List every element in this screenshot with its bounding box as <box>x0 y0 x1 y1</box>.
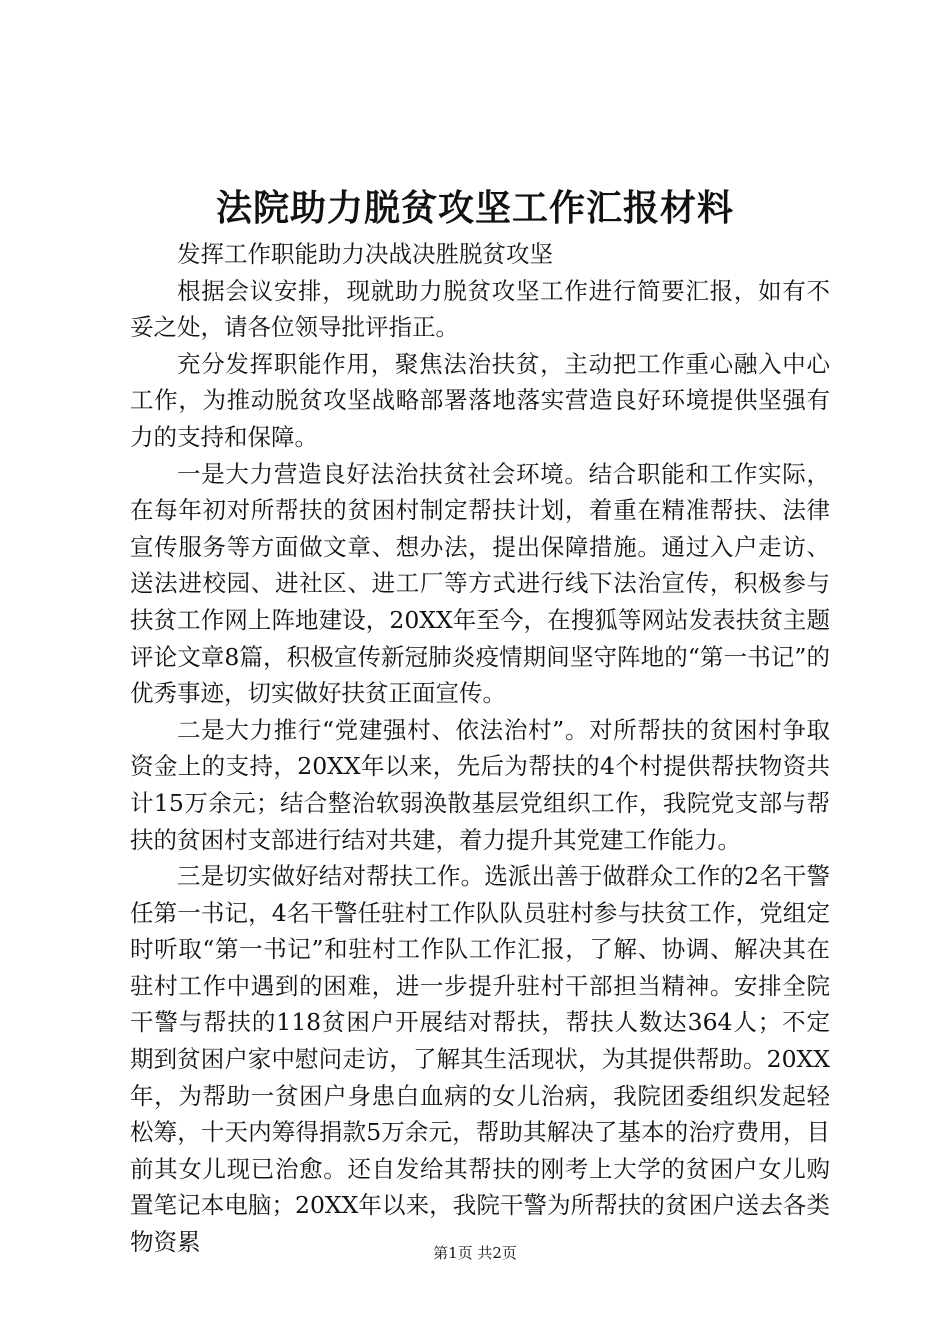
point-three-paragraph: 三是切实做好结对帮扶工作。选派出善于做群众工作的2名干警任第一书记，4名干警任驻村工作队队员驻村参与扶贫工作，党组定时听取“第一书记”和驻村工作队工作汇报，了解、协调、解决其在驻村工作中遇到的困难，进一步提升驻村干部担当精神。安排全院干警与帮扶的118贫困户开展结对帮扶，帮扶人数达364人；不定期到贫困户家中慰问走访，了解其生活现状，为其提供帮助。20XX年，为帮助一贫困户身患白血病的女儿治病，我院团委组织发起轻松筹，十天内筹得捐款5万余元，帮助其解决了基本的治疗费用，目前其女儿现已治愈。还自发给其帮扶的刚考上大学的贫困户女儿购置笔记本电脑；20XX年以来，我院干警为所帮扶的贫困户送去各类物资累 <box>130 862 830 1257</box>
page-number-footer: 第1页 共2页 <box>433 1244 517 1262</box>
document-title: 法院助力脱贫攻坚工作汇报材料 <box>215 187 734 229</box>
subtitle-paragraph: 发挥工作职能助力决战决胜脱贫攻坚 <box>177 240 553 268</box>
point-two-paragraph: 二是大力推行“党建强村、依法治村”。对所帮扶的贫困村争取资金上的支持，20XX年以来，先后为帮扶的4个村提供帮扶物资共计15万余元；结合整治软弱涣散基层党组织工作，我院党支部与帮扶的贫困村支部进行结对共建，着力提升其党建工作能力。 <box>130 715 830 854</box>
overview-paragraph: 充分发挥职能作用，聚焦法治扶贫，主动把工作重心融入中心工作，为推动脱贫攻坚战略部署落地落实营造良好环境提供坚强有力的支持和保障。 <box>130 349 830 451</box>
intro-paragraph: 根据会议安排，现就助力脱贫攻坚工作进行简要汇报，如有不妥之处，请各位领导批评指正。 <box>130 276 830 342</box>
document-body <box>130 236 830 1261</box>
point-one-paragraph: 一是大力营造良好法治扶贫社会环境。结合职能和工作实际，在每年初对所帮扶的贫困村制定帮扶计划，着重在精准帮扶、法律宣传服务等方面做文章、想办法，提出保障措施。通过入户走访、送法进校园、进社区、进工厂等方式进行线下法治宣传，积极参与扶贫工作网上阵地建设，20XX年至今，在搜狐等网站发表扶贫主题评论文章8篇，积极宣传新冠肺炎疫情期间坚守阵地的“第一书记”的优秀事迹，切实做好扶贫正面宣传。 <box>130 459 830 708</box>
